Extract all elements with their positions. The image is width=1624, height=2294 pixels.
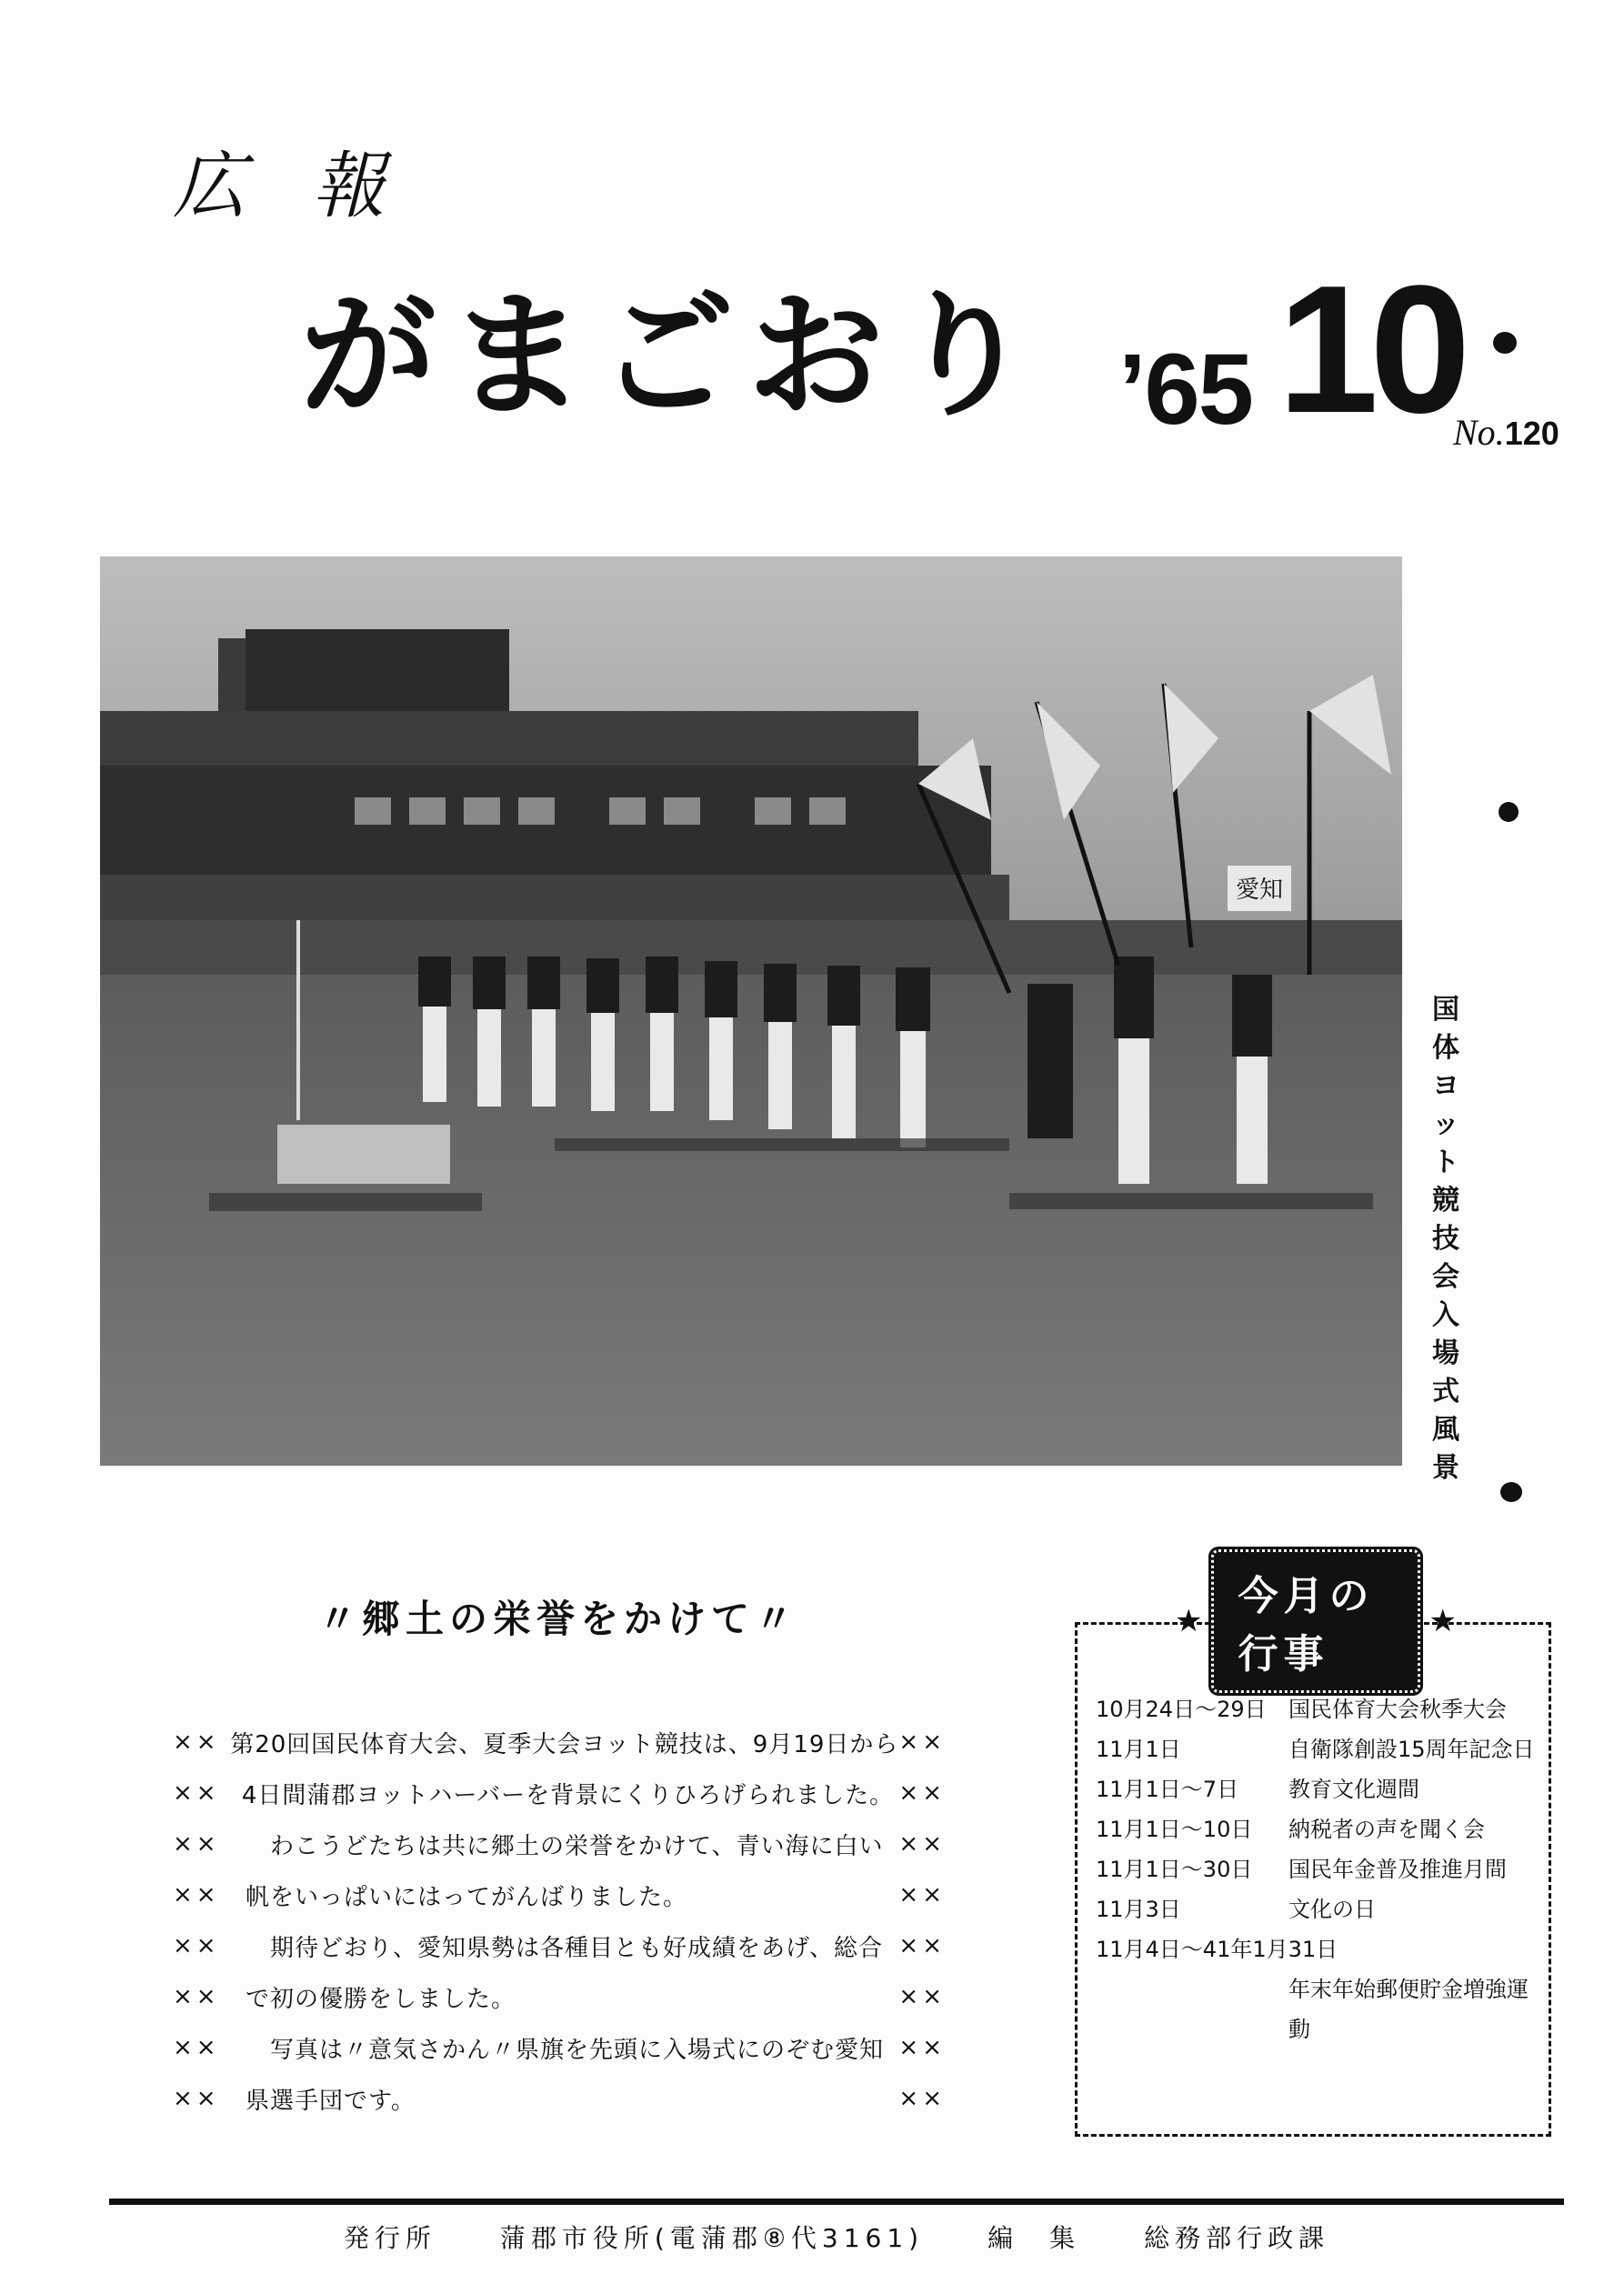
footer <box>109 2219 1564 2255</box>
cover-photo <box>100 556 1402 1466</box>
article-line <box>173 1920 946 1971</box>
line-text: 帆をいっぱいにはってがんばりました。 <box>246 1883 688 1911</box>
publisher-phone: (電蒲郡⑧代3161) <box>654 2223 925 2253</box>
footer-rule <box>109 2199 1564 2205</box>
events-title: 今月の行事 <box>1211 1549 1419 1693</box>
event-name: 教育文化週間 <box>1288 1777 1419 1802</box>
line-marker: ×× <box>898 1830 946 1858</box>
issue-number-value: 120 <box>1504 415 1559 452</box>
caption-char: 風 <box>1432 1414 1459 1446</box>
event-date: 11月1日 <box>1096 1737 1181 1762</box>
caption-char: 競 <box>1432 1185 1459 1217</box>
masthead-kouhou: 広 報 <box>173 144 407 228</box>
line-marker: ×× <box>898 1932 946 1959</box>
issue-prefix: No. <box>1453 412 1505 453</box>
caption-char: 国 <box>1432 994 1459 1026</box>
event-date: 11月3日 <box>1096 1897 1181 1922</box>
star-icon: ★ <box>1429 1603 1457 1639</box>
ink-blot <box>1499 802 1519 822</box>
events-header <box>1166 1573 1466 1678</box>
caption-char: ヨ <box>1432 1070 1459 1102</box>
ink-blot <box>1500 1482 1522 1502</box>
event-date: 11月1日〜10日 <box>1096 1817 1253 1842</box>
line-marker: ×× <box>173 1881 220 1908</box>
event-item <box>1096 1969 1541 2049</box>
event-date: 11月4日〜41年1月31日 <box>1096 1937 1338 1962</box>
caption-char: 場 <box>1432 1337 1459 1369</box>
caption-char: 入 <box>1432 1299 1459 1331</box>
line-marker: ×× <box>173 1728 220 1756</box>
line-text: で初の優勝をしました。 <box>246 1985 516 2013</box>
article-body <box>173 1717 946 2124</box>
line-marker: ×× <box>173 1779 220 1807</box>
line-marker: ×× <box>173 1932 220 1959</box>
event-date: 11月1日〜30日 <box>1096 1857 1253 1882</box>
line-text: 写真は〃意気さかん〃県旗を先頭に入場式にのぞむ愛知 <box>246 2036 885 2064</box>
line-marker: ×× <box>173 2085 220 2112</box>
line-marker: ×× <box>898 1881 946 1908</box>
line-marker: ×× <box>173 2034 220 2061</box>
event-date: 11月1日〜7日 <box>1096 1777 1239 1802</box>
line-marker: ×× <box>898 1728 946 1756</box>
star-icon: ★ <box>1175 1603 1203 1639</box>
article-line <box>173 1768 946 1818</box>
line-marker: ×× <box>173 1830 220 1858</box>
event-item <box>1096 1889 1541 1929</box>
article-line <box>173 1818 946 1869</box>
ink-blot <box>1493 332 1517 354</box>
article-headline: 〃郷土の栄誉をかけて〃 <box>318 1597 799 1641</box>
cover-photo-illustration <box>100 556 1402 1466</box>
editor-label: 編 集 <box>987 2223 1081 2253</box>
line-text: わこうどたちは共に郷土の栄誉をかけて、青い海に白い <box>246 1832 884 1860</box>
caption-char: 景 <box>1432 1452 1459 1484</box>
event-name: 文化の日 <box>1288 1897 1376 1922</box>
publisher-name: 蒲郡市役所 <box>499 2223 655 2253</box>
event-name: 年末年始郵便貯金増強運動 <box>1288 1977 1529 2042</box>
caption-char: ッ <box>1432 1108 1459 1140</box>
event-name: 国民年金普及推進月間 <box>1288 1857 1507 1882</box>
event-item <box>1096 1729 1541 1769</box>
caption-char: ト <box>1432 1147 1459 1178</box>
publisher <box>500 2219 924 2255</box>
line-text: 第20回国民体育大会、夏季大会ヨット競技は、9月19日から <box>230 1730 899 1758</box>
event-item <box>1096 1809 1541 1849</box>
event-item <box>1096 1929 1541 1969</box>
event-item <box>1096 1849 1541 1889</box>
line-marker: ×× <box>173 1983 220 2010</box>
issue-month: 10 <box>1278 248 1462 451</box>
editor: 総務部行政課 <box>1144 2223 1330 2253</box>
event-name: 自衛隊創設15周年記念日 <box>1288 1737 1535 1762</box>
event-date: 10月24日〜29日 <box>1096 1697 1267 1722</box>
article-line <box>173 2022 946 2073</box>
issue-year: ’65 <box>1118 334 1252 446</box>
events-list <box>1096 1689 1541 2049</box>
article-line <box>173 1971 946 2022</box>
article-line <box>173 1869 946 1920</box>
caption-char: 体 <box>1432 1032 1459 1064</box>
article-line <box>173 2073 946 2124</box>
caption-char: 技 <box>1432 1223 1459 1255</box>
article-line <box>173 1717 946 1768</box>
event-item <box>1096 1689 1541 1729</box>
caption-char: 会 <box>1432 1261 1459 1293</box>
event-name <box>1338 1929 1541 1969</box>
event-name: 国民体育大会秋季大会 <box>1288 1697 1507 1722</box>
event-item <box>1096 1769 1541 1809</box>
issue-number <box>1453 411 1559 454</box>
publisher-label: 発行所 <box>343 2223 436 2253</box>
masthead-title: がまごおり <box>300 275 1047 436</box>
line-text: 期待どおり、愛知県勢は各種目とも好成績をあげ、総合 <box>246 1934 883 1962</box>
event-name: 納税者の声を聞く会 <box>1288 1817 1485 1842</box>
photo-caption <box>1428 991 1464 1488</box>
line-marker: ×× <box>898 1779 946 1807</box>
event-date <box>1096 1969 1288 2049</box>
caption-char: 式 <box>1432 1376 1459 1407</box>
photo-sign-text: 愛知 <box>1235 877 1284 904</box>
line-text: 4日間蒲郡ヨットハーバーを背景にくりひろげられました。 <box>241 1781 895 1809</box>
line-marker: ×× <box>898 2085 946 2112</box>
line-marker: ×× <box>898 2034 946 2061</box>
line-marker: ×× <box>898 1983 946 2010</box>
line-text: 県選手団です。 <box>246 2087 416 2115</box>
